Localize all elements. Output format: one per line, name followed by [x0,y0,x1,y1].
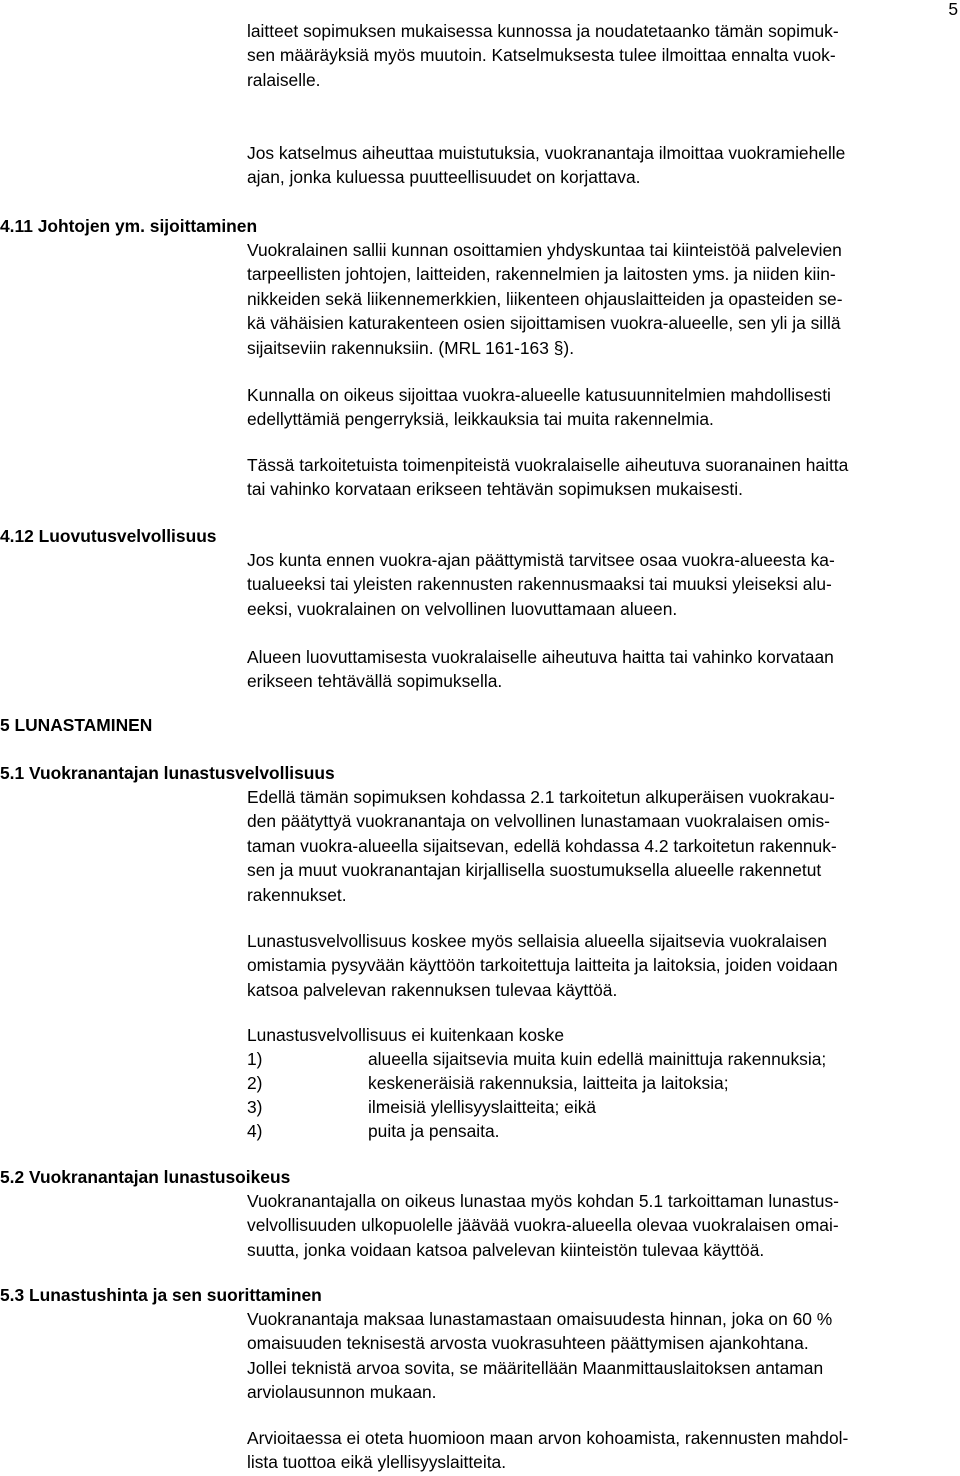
text-line: nikkeiden sekä liikennemerkkien, liikenteen ohjauslaitteiden ja opasteiden se- [247,288,843,309]
text-line: kä vähäisien katurakenteen osien sijoittamisen vuokra-alueelle, sen yli ja sillä [247,313,841,334]
text-line: Lunastusvelvollisuus ei kuitenkaan koske [247,1025,565,1045]
text-line: Jollei teknistä arvoa sovita, se määritellään Maanmittauslaitoksen antaman [247,1357,824,1378]
list-item [247,1071,729,1095]
text-line: Tässä tarkoitetuista toimenpiteistä vuokralaiselle aiheutuva suoranainen haitta [247,455,849,475]
text-line: omaisuuden teknisestä arvosta vuokrasuhteen päättymisen ajankohtana. [247,1333,809,1354]
text-line: sen määräyksiä myös muutoin. Katselmuksesta tulee ilmoittaa ennalta vuok- [247,45,836,66]
list-item [247,1119,500,1143]
list-item-number: 1) [247,1049,263,1069]
list-item [247,1047,826,1071]
text-line: Vuokranantaja maksaa lunastamastaan omaisuudesta hinnan, joka on 60 % [247,1309,833,1329]
text-line: Kunnalla on oikeus sijoittaa vuokra-alueelle katusuunnitelmien mahdollisesti [247,385,831,405]
paragraph-4-11-b [247,383,959,432]
paragraph-5-1-b [247,929,959,1002]
page-number: 5 [948,0,958,19]
paragraph-inspection-intro [247,19,959,92]
paragraph-5-3-a [247,1307,959,1405]
text-line: tualueeksi tai yleisten rakennusten rakennusmaaksi tai muuksi yleiseksi alu- [247,574,832,595]
paragraph-4-12-b [247,645,959,694]
chapter-heading-5: 5 LUNASTAMINEN [0,715,153,735]
text-line: sijaitseviin rakennuksiin. (MRL 161-163 §). [247,337,575,358]
text-line: ralaiselle. [247,69,321,90]
text-line: sen ja muut vuokranantajan kirjallisella suostumuksella alueelle rakennetut [247,860,822,881]
list-item-number: 3) [247,1097,263,1117]
paragraph-5-1-c-intro [247,1023,959,1047]
text-line: arviolausunnon mukaan. [247,1382,437,1403]
list-item [247,1095,596,1119]
list-item-number: 4) [247,1121,263,1141]
text-line: katsoa palvelevan rakennuksen tulevaa käyttöä. [247,979,618,1000]
paragraph-5-1-a [247,785,959,907]
list-item-number: 2) [247,1073,263,1093]
text-line: Lunastusvelvollisuus koskee myös sellaisia alueella sijaitsevia vuokralaisen [247,931,827,951]
list-item-text: alueella sijaitsevia muita kuin edellä mainittuja rakennuksia; [368,1049,827,1069]
section-heading-5-1: 5.1 Vuokranantajan lunastusvelvollisuus [0,763,335,783]
text-line: Arvioitaessa ei oteta huomioon maan arvon kohoamista, rakennusten mahdol- [247,1428,849,1448]
section-heading-4-12: 4.12 Luovutusvelvollisuus [0,526,217,546]
text-line: velvollisuuden ulkopuolelle jäävää vuokra-alueella olevaa vuokralaisen omai- [247,1215,839,1236]
text-line: omistamia pysyvään käyttöön tarkoitettuja laitteita ja laitoksia, joiden voidaan [247,955,838,976]
text-line: tai vahinko korvataan erikseen tehtävän sopimuksen mukaisesti. [247,479,743,500]
text-line: rakennukset. [247,884,347,905]
text-line: taman vuokra-alueella sijaitsevan, edellä kohdassa 4.2 tarkoitetun rakennuk- [247,835,837,856]
text-line: tarpeellisten johtojen, laitteiden, rakennelmien ja laitosten yms. ja niiden kiin- [247,264,836,285]
text-line: den päätyttyä vuokranantaja on velvollinen lunastamaan vuokralaisen omis- [247,811,830,832]
text-line: erikseen tehtävällä sopimuksella. [247,671,503,692]
paragraph-inspection-remarks [247,141,959,190]
paragraph-4-11-c [247,453,959,502]
text-line: lista tuottoa eikä ylellisyyslaitteita. [247,1452,507,1473]
text-line: Alueen luovuttamisesta vuokralaiselle aiheutuva haitta tai vahinko korvataan [247,647,834,667]
text-line: Vuokralainen sallii kunnan osoittamien yhdyskuntaa tai kiinteistöä palvelevien [247,240,842,260]
paragraph-5-2 [247,1189,959,1262]
text-line: Jos katselmus aiheuttaa muistutuksia, vuokranantaja ilmoittaa vuokramiehelle [247,143,846,163]
text-line: ajan, jonka kuluessa puutteellisuudet on korjattava. [247,167,641,188]
list-item-text: puita ja pensaita. [368,1121,500,1141]
text-line: edellyttämiä pengerryksiä, leikkauksia tai muita rakennelmia. [247,409,714,430]
list-item-text: ilmeisiä ylellisyyslaitteita; eikä [368,1097,597,1117]
paragraph-4-12-a [247,548,959,621]
paragraph-5-3-b [247,1426,959,1475]
section-heading-5-3: 5.3 Lunastushinta ja sen suorittaminen [0,1285,322,1305]
text-line: eeksi, vuokralainen on velvollinen luovuttamaan alueen. [247,598,678,619]
text-line: Vuokranantajalla on oikeus lunastaa myös kohdan 5.1 tarkoittaman lunastus- [247,1191,839,1211]
paragraph-4-11-a [247,238,959,360]
text-line: laitteet sopimuksen mukaisessa kunnossa ja noudatetaanko tämän sopimuk- [247,21,839,41]
text-line: Edellä tämän sopimuksen kohdassa 2.1 tarkoitetun alkuperäisen vuokrakau- [247,787,835,807]
text-line: Jos kunta ennen vuokra-ajan päättymistä tarvitsee osaa vuokra-alueesta ka- [247,550,835,570]
section-heading-5-2: 5.2 Vuokranantajan lunastusoikeus [0,1167,291,1187]
text-line: suutta, jonka voidaan katsoa palvelevan kiinteistön tulevaa käyttöä. [247,1239,765,1260]
list-item-text: keskeneräisiä rakennuksia, laitteita ja laitoksia; [368,1073,729,1093]
section-heading-4-11: 4.11 Johtojen ym. sijoittaminen [0,216,258,236]
